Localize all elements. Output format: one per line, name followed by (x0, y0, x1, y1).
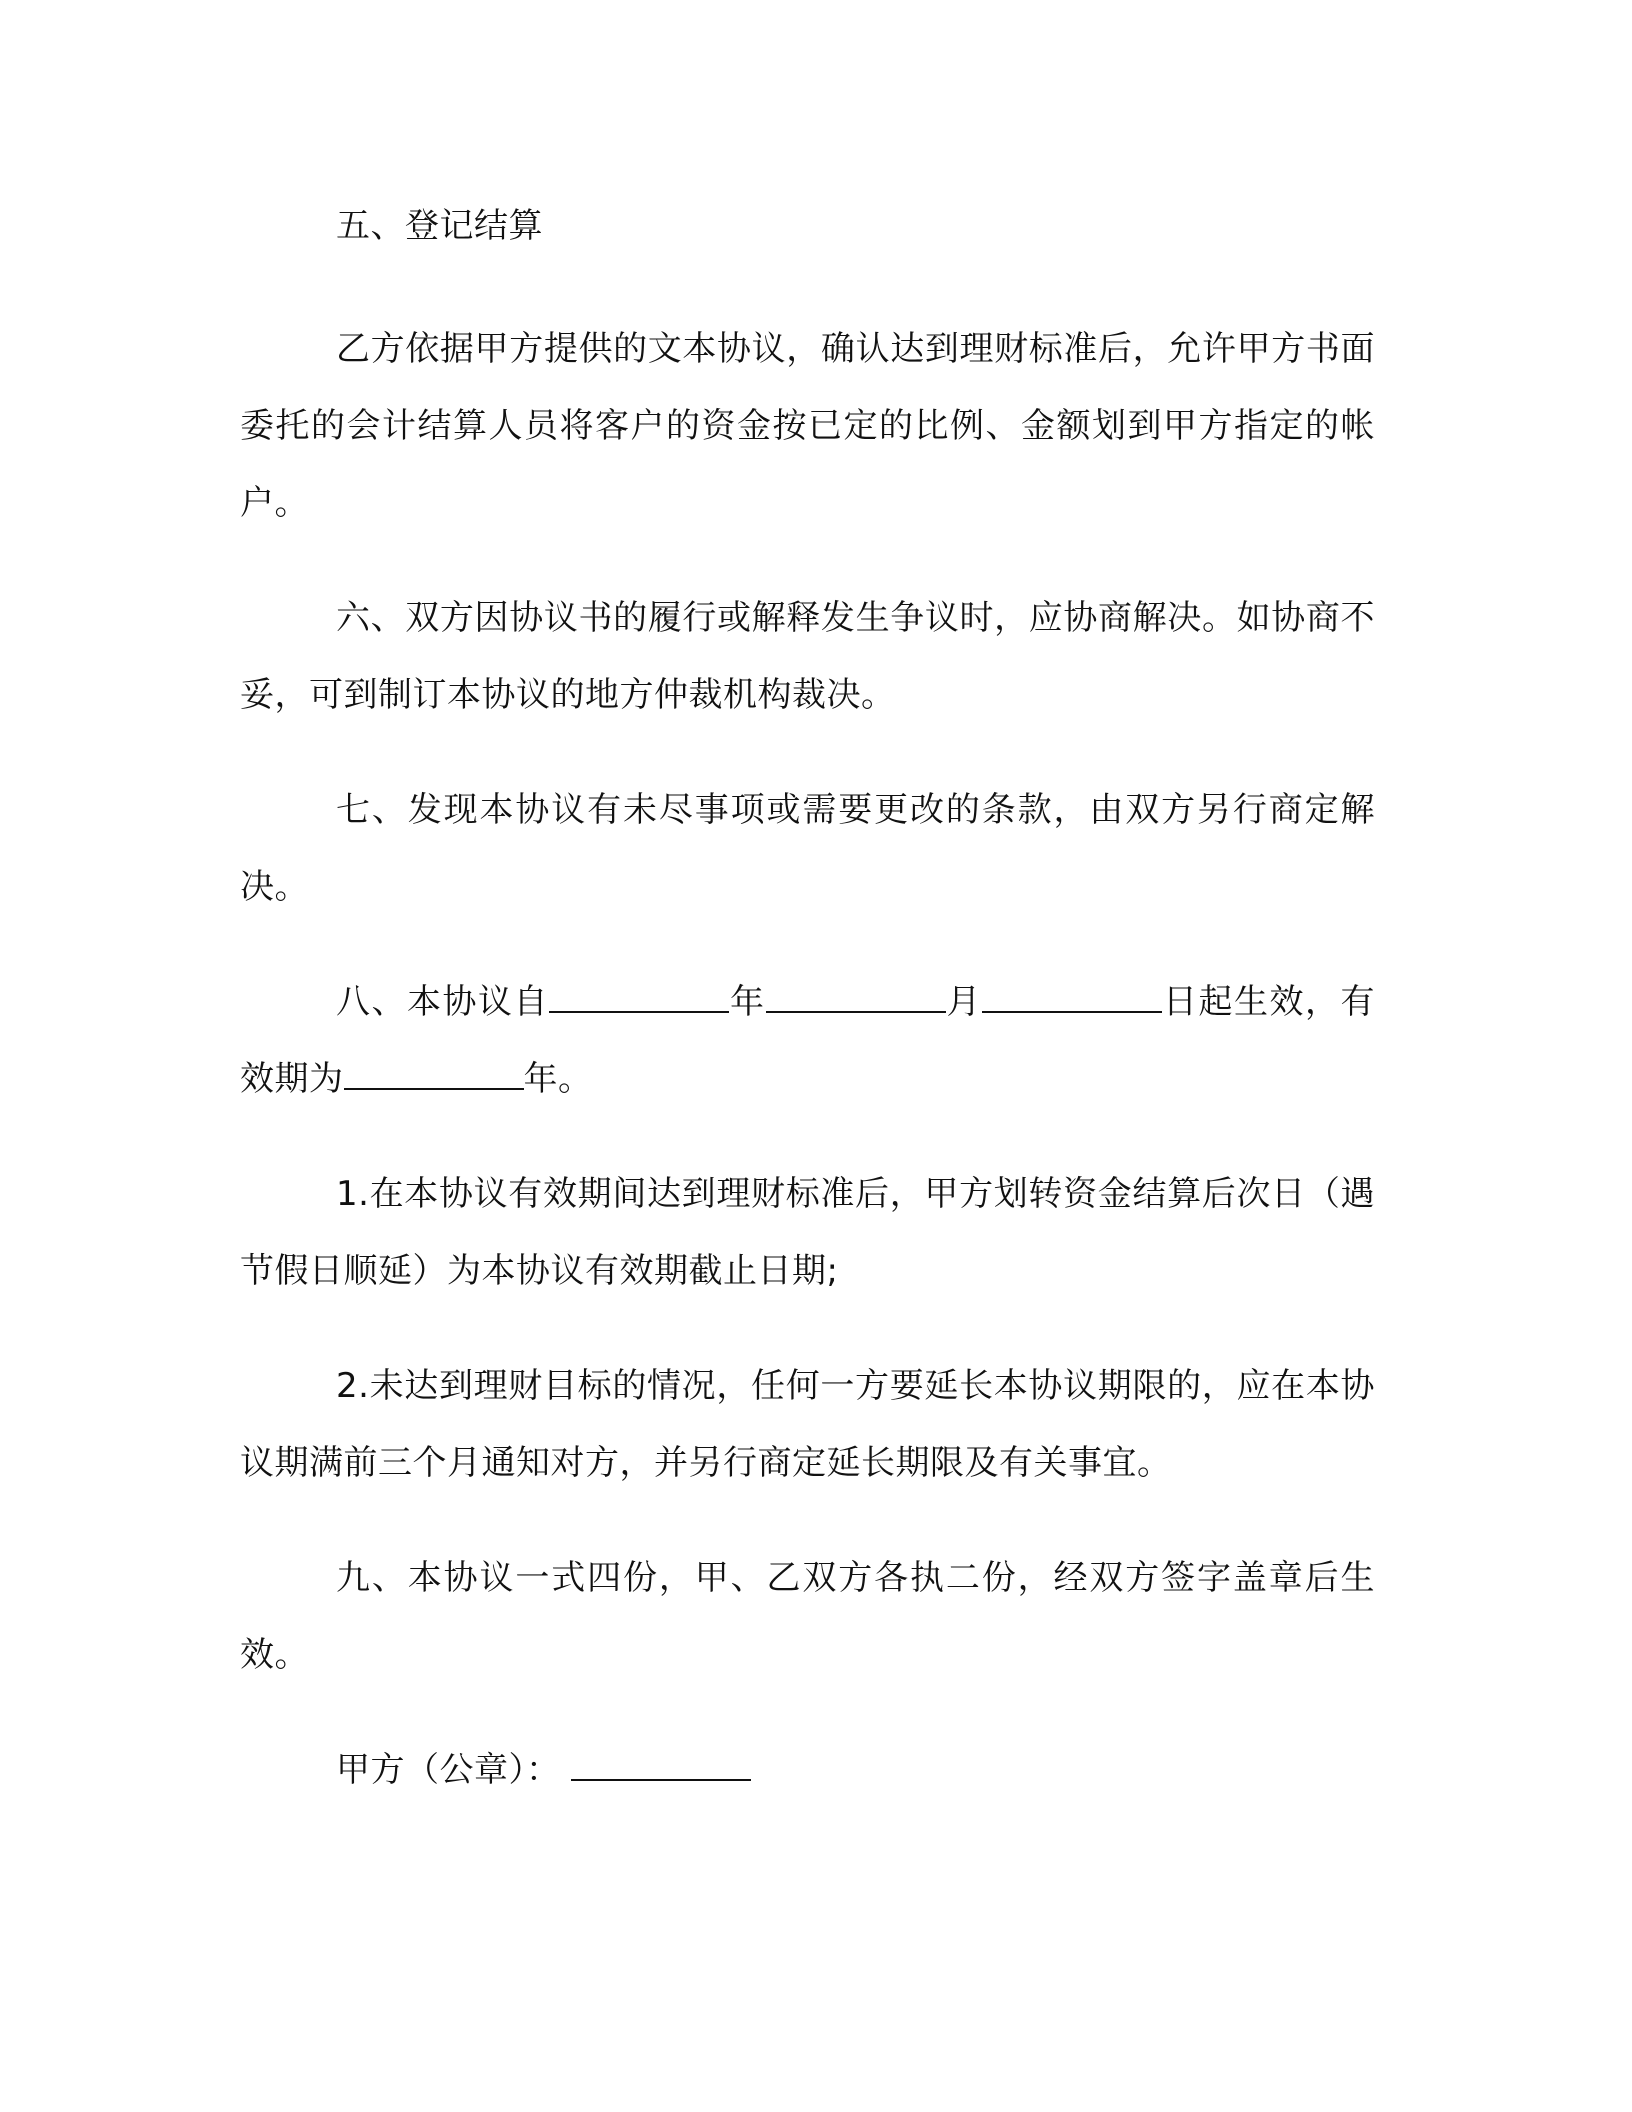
month-blank (766, 985, 946, 1013)
section-6: 六、双方因协议书的履行或解释发生争议时，应协商解决。如协商不妥，可到制订本协议的地方仲裁机构裁决。 (240, 598, 1375, 715)
section-8-year-label: 年 (729, 982, 766, 1022)
item-2: 2.未达到理财目标的情况，任何一方要延长本协议期限的，应在本协议期满前三个月通知对方，并另行商定延长期限及有关事宜。 (240, 1366, 1375, 1483)
section-8 (240, 964, 1375, 1118)
section-5-body: 乙方依据甲方提供的文本协议，确认达到理财标准后，允许甲方书面委托的会计结算人员将客户的资金按已定的比例、金额划到甲方指定的帐户。 (240, 329, 1375, 523)
day-blank (982, 985, 1162, 1013)
section-8-prefix: 八、本协议自 (336, 982, 549, 1022)
section-8-month-label: 月 (945, 982, 982, 1022)
party-a-seal-label: 甲方（公章）： (336, 1750, 561, 1790)
section-5-title: 五、登记结算 (336, 206, 543, 246)
section-9: 九、本协议一式四份，甲、乙双方各执二份，经双方签字盖章后生效。 (240, 1558, 1375, 1675)
party-a-signature-blank (571, 1753, 751, 1781)
section-8-end: 年。 (523, 1059, 593, 1099)
party-a-signature-line (240, 1732, 1375, 1809)
validity-years-blank (344, 1062, 524, 1090)
section-7: 七、发现本协议有未尽事项或需要更改的条款，由双方另行商定解决。 (240, 790, 1375, 907)
year-blank (549, 985, 729, 1013)
item-1: 1.在本协议有效期间达到理财标准后，甲方划转资金结算后次日（遇节假日顺延）为本协议有效期截止日期; (240, 1174, 1375, 1291)
document-content (240, 188, 1375, 1847)
section-8-effective-text: 日起生效，有效期为 (240, 982, 1375, 1099)
